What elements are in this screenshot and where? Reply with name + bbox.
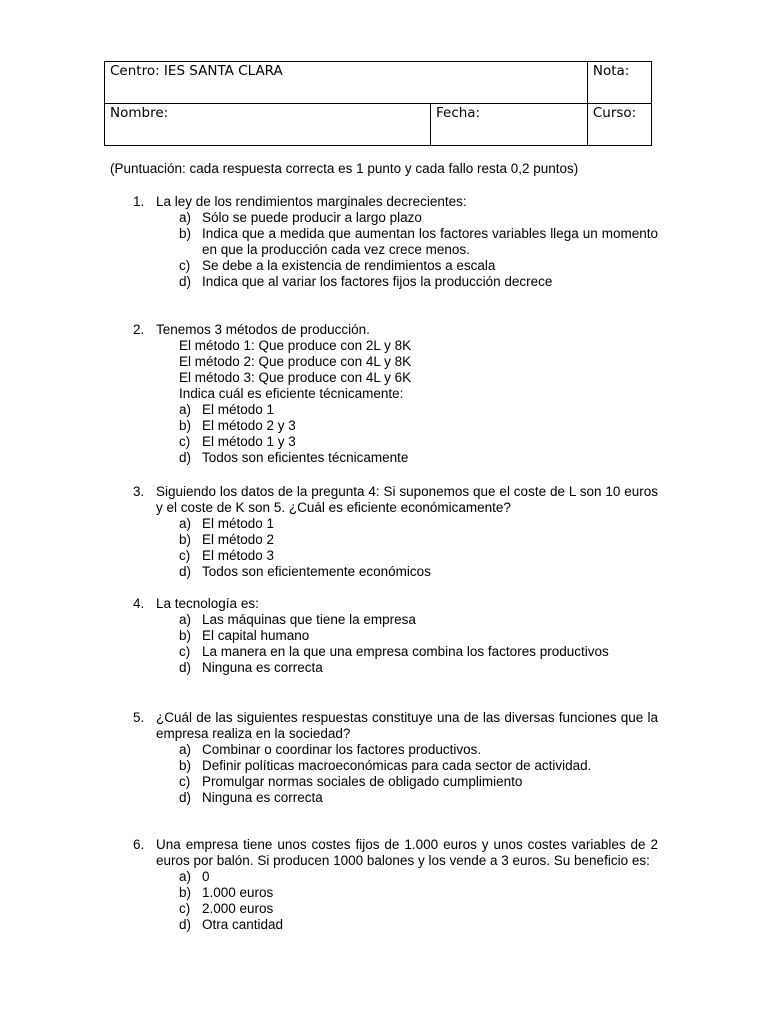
question-text: Siguiendo los datos de la pregunta 4: Si suponemos que el coste de L son 10 euros y el coste de K son 5. ¿Cuál es eficiente económicamente? [156, 484, 658, 515]
answer-option [133, 790, 658, 806]
answer-option [133, 516, 658, 532]
option-text: La manera en la que una empresa combina los factores productivos [202, 644, 609, 659]
option-text: 2.000 euros [202, 901, 274, 916]
answer-option [133, 644, 658, 660]
option-letter: c) [179, 644, 191, 659]
curso-cell: Curso: [587, 104, 651, 146]
option-letter: b) [179, 758, 192, 773]
answer-option [133, 258, 658, 274]
option-text: Ninguna es correcta [202, 660, 323, 675]
option-letter: a) [179, 612, 192, 627]
question-2 [133, 322, 658, 466]
answer-option [133, 564, 658, 580]
question-number: 3. [133, 484, 145, 499]
option-letter: c) [179, 434, 191, 449]
answer-option [133, 869, 658, 885]
option-text: Indica que al variar los factores fijos la producción decrece [202, 274, 553, 289]
option-text: Otra cantidad [202, 917, 284, 932]
option-letter: b) [179, 885, 192, 900]
question-stem [133, 322, 658, 338]
answer-option [133, 274, 658, 290]
option-text: El método 2 [202, 532, 275, 547]
question-number: 1. [133, 194, 145, 209]
question-stem [133, 837, 658, 869]
answer-options [133, 742, 658, 806]
answer-options [133, 402, 658, 466]
option-text: 1.000 euros [202, 885, 274, 900]
question-number: 2. [133, 322, 145, 337]
answer-option [133, 774, 658, 790]
fecha-cell: Fecha: [431, 104, 588, 146]
answer-option [133, 628, 658, 644]
option-letter: c) [179, 258, 191, 273]
answer-options [133, 210, 658, 290]
option-text: 0 [202, 869, 210, 884]
answer-option [133, 226, 658, 258]
question-5 [133, 710, 658, 806]
option-letter: c) [179, 901, 191, 916]
option-text: Todos son eficientemente económicos [202, 564, 431, 579]
question-number: 4. [133, 596, 145, 611]
answer-option [133, 434, 658, 450]
answer-option [133, 917, 658, 933]
nota-cell: Nota: [587, 62, 651, 104]
answer-option [133, 885, 658, 901]
question-text: La ley de los rendimientos marginales decrecientes: [156, 194, 467, 209]
option-letter: a) [179, 742, 192, 757]
option-text: Todos son eficientes técnicamente [202, 450, 409, 465]
option-letter: d) [179, 450, 192, 465]
option-letter: d) [179, 660, 192, 675]
option-letter: d) [179, 790, 192, 805]
option-text: Las máquinas que tiene la empresa [202, 612, 416, 627]
student-info-table [104, 61, 652, 146]
option-text: Ninguna es correcta [202, 790, 323, 805]
question-text: Una empresa tiene unos costes fijos de 1.000 euros y unos costes variables de 2 euros por balón. Si producen 1000 balones y los vende a 3 euros. Su beneficio es: [156, 837, 658, 868]
question-context-line: El método 2: Que produce con 4L y 8K [179, 354, 412, 369]
option-letter: a) [179, 869, 192, 884]
answer-options [133, 612, 658, 676]
answer-option [133, 450, 658, 466]
question-number: 5. [133, 710, 145, 725]
option-letter: d) [179, 917, 192, 932]
question-stem [133, 710, 658, 742]
question-text: La tecnología es: [156, 596, 259, 611]
answer-option [133, 612, 658, 628]
question-stem [133, 194, 658, 210]
answer-option [133, 210, 658, 226]
question-3 [133, 484, 658, 580]
question-1 [133, 194, 658, 290]
option-text: El capital humano [202, 628, 310, 643]
answer-option [133, 742, 658, 758]
centro-cell: Centro: IES SANTA CLARA [105, 62, 588, 104]
option-letter: c) [179, 548, 191, 563]
question-6 [133, 837, 658, 933]
option-letter: b) [179, 226, 192, 241]
question-number: 6. [133, 837, 145, 852]
question-stem [133, 596, 658, 612]
option-text: Combinar o coordinar los factores productivos. [202, 742, 482, 757]
answer-option [133, 402, 658, 418]
option-text: El método 3 [202, 548, 275, 563]
option-letter: b) [179, 532, 192, 547]
option-text: Se debe a la existencia de rendimientos a escala [202, 258, 496, 273]
option-text: Indica que a medida que aumentan los factores variables llega un momento en que la producción cada vez crece menos. [202, 226, 658, 257]
option-letter: d) [179, 564, 192, 579]
option-text: Definir políticas macroeconómicas para cada sector de actividad. [202, 758, 592, 773]
answer-options [133, 516, 658, 580]
option-letter: a) [179, 516, 192, 531]
question-context-line: El método 3: Que produce con 4L y 6K [179, 370, 412, 385]
option-letter: a) [179, 402, 192, 417]
option-text: El método 2 y 3 [202, 418, 296, 433]
answer-option [133, 548, 658, 564]
option-text: Promulgar normas sociales de obligado cumplimiento [202, 774, 523, 789]
option-letter: a) [179, 210, 192, 225]
answer-option [133, 418, 658, 434]
scoring-instructions: (Puntuación: cada respuesta correcta es 1 punto y cada fallo resta 0,2 puntos) [110, 161, 579, 176]
answer-option [133, 532, 658, 548]
question-stem [133, 484, 658, 516]
question-context-line: El método 1: Que produce con 2L y 8K [179, 338, 412, 353]
option-text: El método 1 [202, 402, 275, 417]
option-text: Sólo se puede producir a largo plazo [202, 210, 422, 225]
option-letter: b) [179, 628, 192, 643]
option-text: El método 1 y 3 [202, 434, 296, 449]
answer-options [133, 869, 658, 933]
option-letter: c) [179, 774, 191, 789]
question-text: Tenemos 3 métodos de producción. [156, 322, 370, 337]
answer-option [133, 758, 658, 774]
answer-option [133, 901, 658, 917]
option-text: El método 1 [202, 516, 275, 531]
nombre-cell: Nombre: [105, 104, 431, 146]
option-letter: b) [179, 418, 192, 433]
question-4 [133, 596, 658, 676]
question-context-line: Indica cuál es eficiente técnicamente: [179, 386, 404, 401]
option-letter: d) [179, 274, 192, 289]
question-text: ¿Cuál de las siguientes respuestas constituye una de las diversas funciones que la empresa realiza en la sociedad? [156, 710, 658, 741]
answer-option [133, 660, 658, 676]
